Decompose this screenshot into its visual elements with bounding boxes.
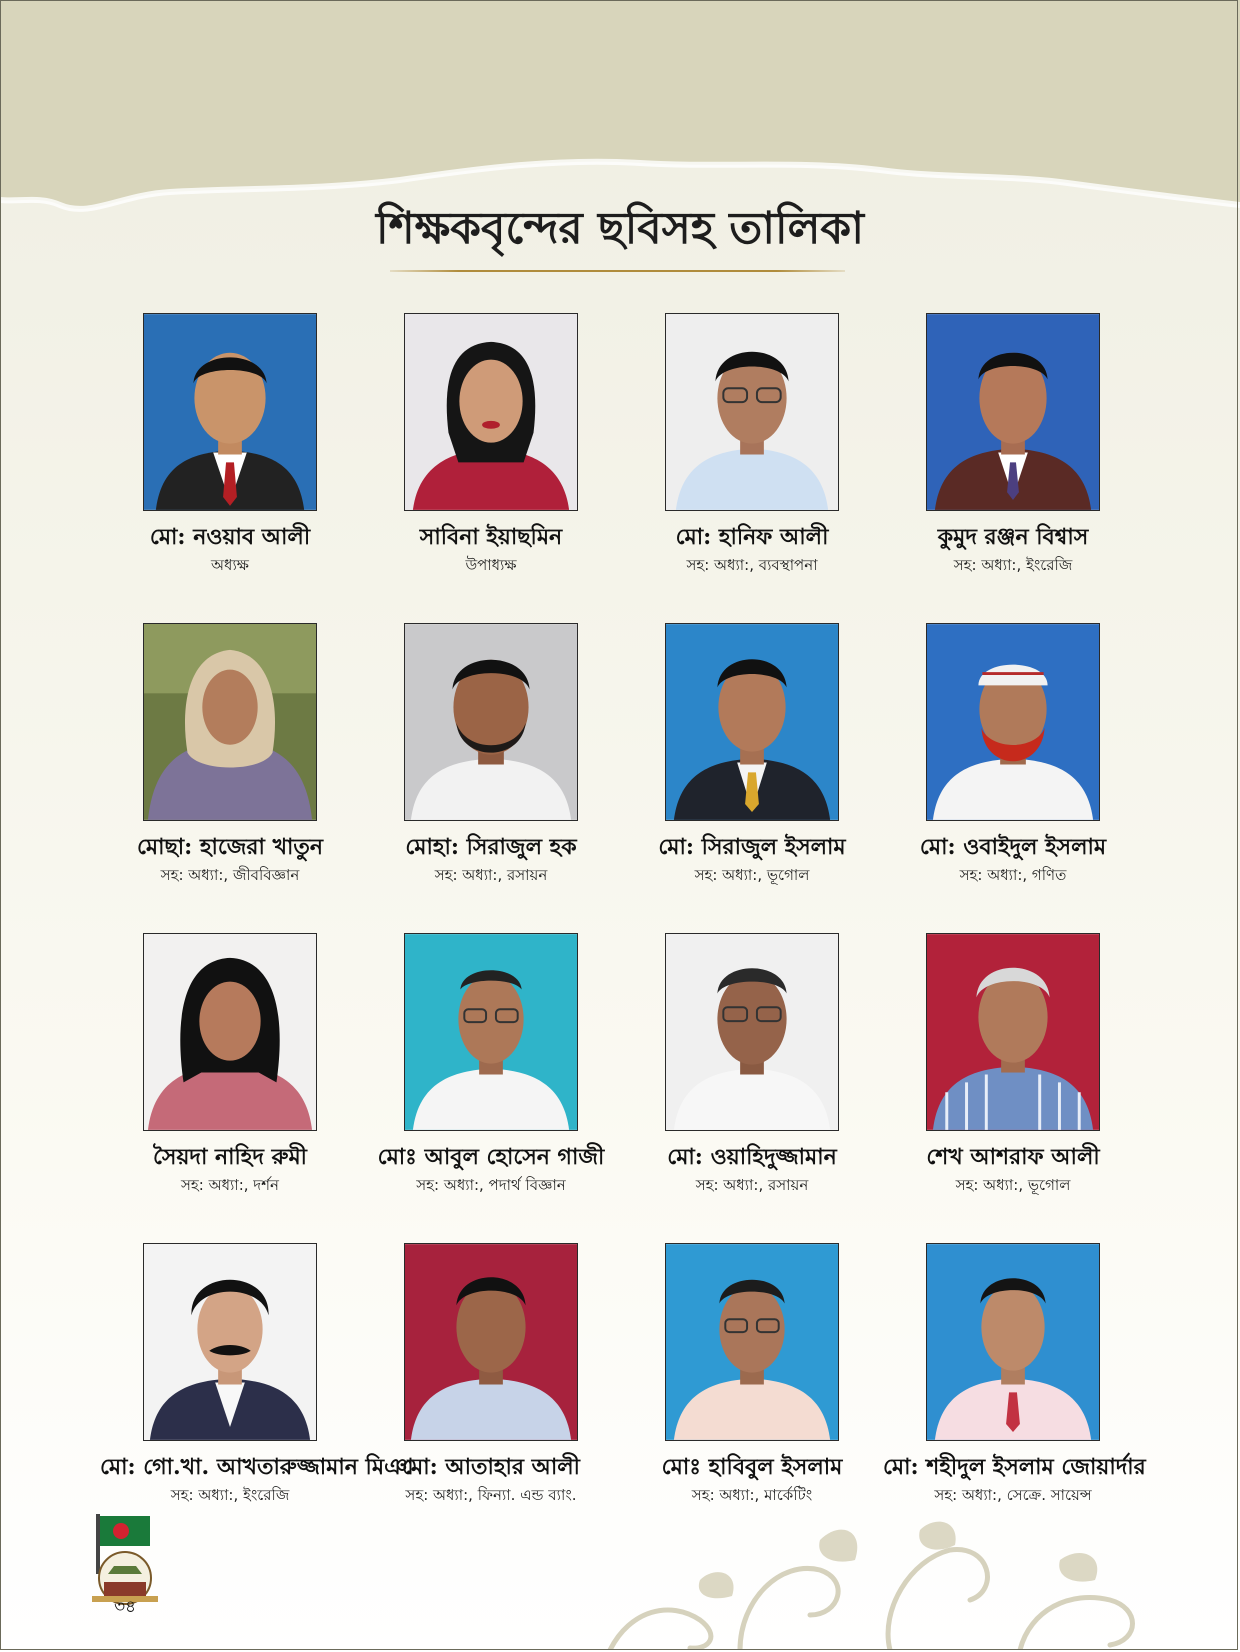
teacher-photo: [926, 623, 1100, 821]
teacher-role: অধ্যক্ষ: [211, 556, 249, 574]
teacher-role: সহ: অধ্যা:, সেক্রে. সায়েন্স: [934, 1486, 1092, 1504]
teacher-name: মো: শহীদুল ইসলাম জোয়ার্দার: [883, 1454, 1146, 1480]
teacher-name: সৈয়দা নাহিদ রুমী: [153, 1144, 307, 1170]
teacher-name: মোহা: সিরাজুল হক: [405, 834, 577, 860]
teacher-name: কুমুদ রঞ্জন বিশ্বাস: [937, 524, 1089, 550]
teacher-role: সহ: অধ্যা:, পদার্থ বিজ্ঞান: [416, 1176, 566, 1194]
teacher-name: মোছা: হাজেরা খাতুন: [136, 834, 324, 860]
portrait-image: [144, 624, 316, 820]
teacher-name: মো: গো.খা. আখতারুজ্জামান মিঞা: [100, 1454, 414, 1480]
teacher-name: শেখ আশরাফ আলী: [926, 1144, 1100, 1170]
teacher-photo: [926, 313, 1100, 511]
teacher-photo: [143, 623, 317, 821]
teacher-card: [100, 1243, 414, 1505]
teacher-role: সহ: অধ্যা:, গণিত: [959, 866, 1067, 884]
teacher-name: মো: আতাহার আলী: [402, 1454, 580, 1480]
teacher-role: সহ: অধ্যা:, রসায়ন: [434, 866, 548, 884]
portrait-image: [666, 934, 838, 1130]
floral-ornament: [590, 1520, 1160, 1650]
page-number: ৩৪: [113, 1597, 137, 1617]
teacher-card: [100, 313, 360, 575]
teacher-card: [622, 313, 882, 575]
teacher-photo: [926, 933, 1100, 1131]
teacher-photo: [404, 623, 578, 821]
teacher-card: [883, 933, 1143, 1195]
teacher-photo: [926, 1243, 1100, 1441]
teacher-name: মোঃ আবুল হোসেন গাজী: [377, 1144, 605, 1170]
teacher-role: সহ: অধ্যা:, ইংরেজি: [170, 1486, 290, 1504]
teacher-card: [361, 933, 621, 1195]
teacher-role: সহ: অধ্যা:, ভূগোল: [694, 866, 810, 884]
teacher-card: [883, 1243, 1146, 1505]
teacher-photo: [665, 623, 839, 821]
teacher-role: সহ: অধ্যা:, দর্শন: [180, 1176, 279, 1194]
teacher-photo: [143, 313, 317, 511]
portrait-image: [144, 1244, 316, 1440]
teacher-role: সহ: অধ্যা:, ফিন্যা. এন্ড ব্যাং.: [405, 1486, 577, 1504]
teacher-photo: [665, 933, 839, 1131]
portrait-image: [666, 314, 838, 510]
teacher-card: [100, 933, 360, 1195]
teacher-card: [622, 933, 882, 1195]
teacher-role: সহ: অধ্যা:, ব্যবস্থাপনা: [686, 556, 818, 574]
teacher-name: মোঃ হাবিবুল ইসলাম: [661, 1454, 843, 1480]
portrait-image: [405, 314, 577, 510]
teacher-role: উপাধ্যক্ষ: [465, 556, 517, 574]
portrait-image: [927, 1244, 1099, 1440]
teacher-photo: [143, 1243, 317, 1441]
teacher-card: [100, 623, 360, 885]
portrait-image: [927, 624, 1099, 820]
teacher-photo: [404, 313, 578, 511]
portrait-image: [144, 934, 316, 1130]
portrait-image: [405, 1244, 577, 1440]
portrait-image: [666, 624, 838, 820]
teacher-card: [622, 623, 882, 885]
teacher-card: [361, 623, 621, 885]
teacher-card: [883, 623, 1143, 885]
teacher-role: সহ: অধ্যা:, ইংরেজি: [953, 556, 1073, 574]
teacher-photo: [404, 933, 578, 1131]
teacher-role: সহ: অধ্যা:, ভূগোল: [955, 1176, 1071, 1194]
teacher-name: মো: ওবাইদুল ইসলাম: [919, 834, 1107, 860]
teacher-photo: [404, 1243, 578, 1441]
teacher-role: সহ: অধ্যা:, জীববিজ্ঞান: [160, 866, 300, 884]
teacher-photo: [665, 313, 839, 511]
portrait-image: [927, 314, 1099, 510]
portrait-image: [405, 934, 577, 1130]
page-title: শিক্ষকবৃন্দের ছবিসহ তালিকা: [376, 203, 864, 254]
teacher-card: [361, 313, 621, 575]
teacher-name: মো: হানিফ আলী: [675, 524, 829, 550]
portrait-image: [927, 934, 1099, 1130]
teacher-name: মো: নওয়াব আলী: [149, 524, 311, 550]
teacher-name: সাবিনা ইয়াছমিন: [419, 524, 563, 550]
teacher-role: সহ: অধ্যা:, মার্কেটিং: [691, 1486, 813, 1504]
portrait-image: [144, 314, 316, 510]
teacher-card: [883, 313, 1143, 575]
portrait-image: [405, 624, 577, 820]
teacher-name: মো: ওয়াহিদুজ্জামান: [667, 1144, 837, 1170]
teacher-role: সহ: অধ্যা:, রসায়ন: [695, 1176, 809, 1194]
teacher-photo: [665, 1243, 839, 1441]
teacher-card: [622, 1243, 882, 1505]
teacher-photo: [143, 933, 317, 1131]
teacher-card: [361, 1243, 621, 1505]
portrait-image: [666, 1244, 838, 1440]
teacher-name: মো: সিরাজুল ইসলাম: [658, 834, 846, 860]
